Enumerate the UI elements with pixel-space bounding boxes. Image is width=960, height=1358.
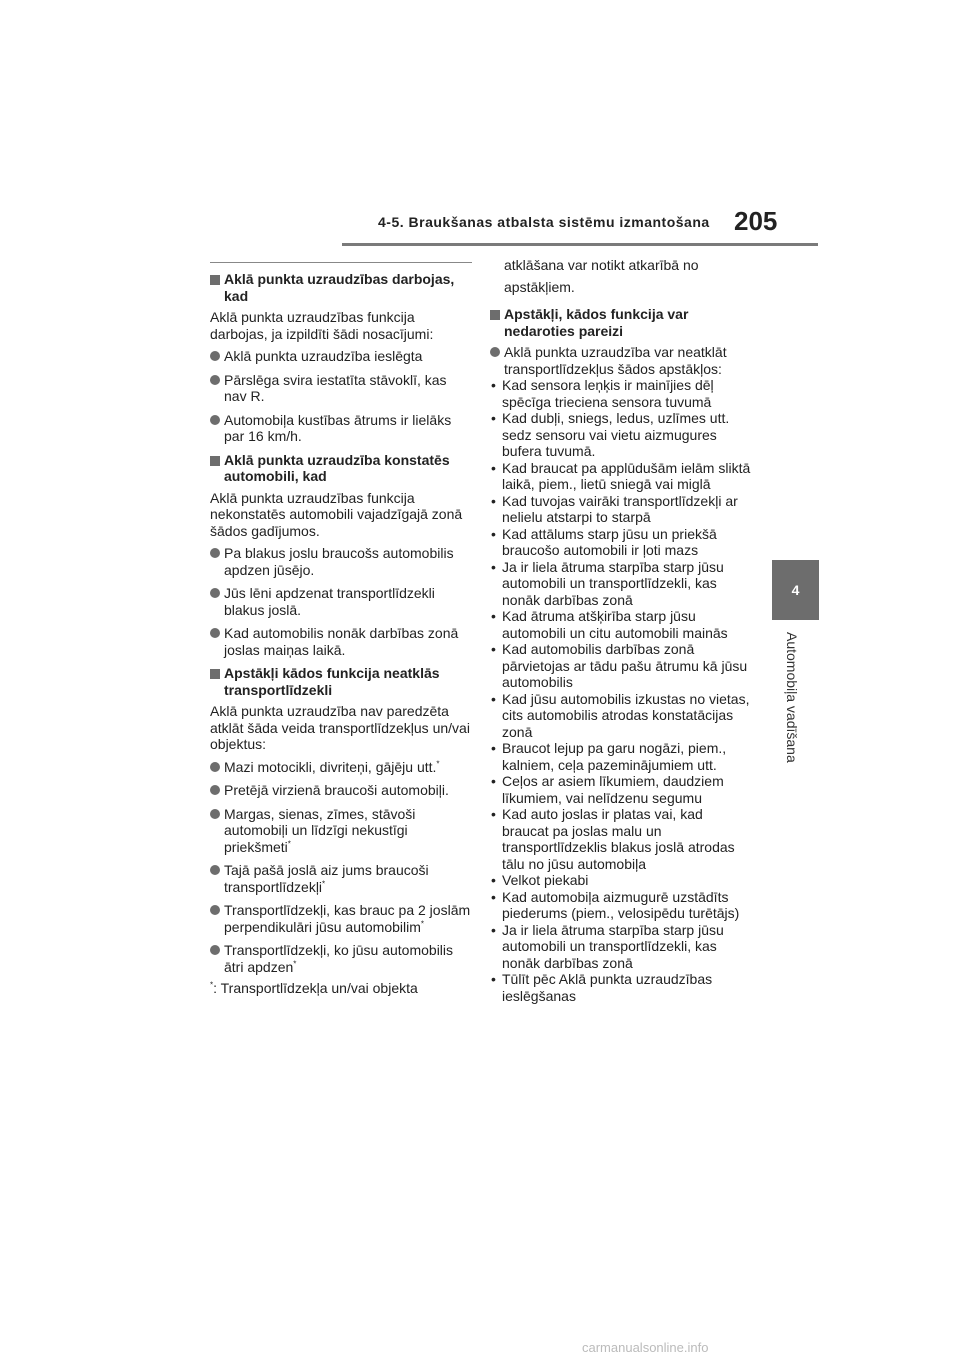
list-item: Transportlīdzekļi, ko jūsu automobilis ātri apdzen* xyxy=(210,942,472,975)
paragraph: Aklā punkta uzraudzības funkcija darbojas, ja izpildīti šādi nosacījumi: xyxy=(210,309,434,342)
dash-item: • Kad ātruma atšķirība starp jūsu automobili un citu automobili mainās xyxy=(490,608,752,641)
dash-item: • Kad dubļi, sniegs, ledus, uzlīmes utt. sedz sensoru vai vietu aizmugures bufera tuvumā. xyxy=(490,410,752,460)
footnote: *: Transportlīdzekļa un/vai objekta xyxy=(210,980,418,996)
section-divider xyxy=(210,262,472,263)
watermark-link[interactable]: carmanualsonline.info xyxy=(582,1340,709,1355)
dash-item: • Kad automobilis darbības zonā pārvietojas ar tādu pašu ātrumu kā jūsu automobilis xyxy=(490,641,752,691)
chapter-side-title: Automobiļa vadīšana xyxy=(784,632,800,763)
dash-item: • Ceļos ar asiem līkumiem, daudziem līkumiem, vai nelīdzenu segumu xyxy=(490,773,752,806)
paragraph-continued: atklāšana var notikt atkarībā no apstākļiem. xyxy=(504,257,699,295)
right-column xyxy=(490,254,752,1004)
header-rule xyxy=(342,243,818,246)
chapter-tab: 4 xyxy=(772,560,819,620)
list-item: Transportlīdzekļi, kas brauc pa 2 joslām perpendikulāri jūsu automobilim* xyxy=(210,902,472,935)
list-item: Margas, sienas, zīmes, stāvoši automobiļi un līdzīgi nekustīgi priekšmeti* xyxy=(210,806,472,856)
dash-item: • Kad attālums starp jūsu un priekšā braucošo automobili ir ļoti mazs xyxy=(490,526,752,559)
dash-item: • Velkot piekabi xyxy=(490,872,752,889)
dash-item: • Ja ir liela ātruma starpība starp jūsu automobili un transportlīdzekli, kas nonāk darbības zonā xyxy=(490,559,752,609)
page-number: 205 xyxy=(734,206,778,236)
list-item: Mazi motocikli, divriteņi, gājēju utt.* xyxy=(210,759,472,776)
section-heading: Apstākļi kādos funkcija neatklās transportlīdzekli xyxy=(210,665,472,698)
section-heading: Aklā punkta uzraudzības darbojas, kad xyxy=(210,271,472,304)
dash-item: • Kad tuvojas vairāki transportlīdzekļi ar nelielu atstarpi to starpā xyxy=(490,493,752,526)
list-item: Pārslēga svira iestatīta stāvoklī, kas nav R. xyxy=(210,372,472,405)
list-item: Jūs lēni apdzenat transportlīdzekli blakus joslā. xyxy=(210,585,472,618)
dash-item: • Kad sensora leņķis ir mainījies dēļ spēcīga trieciena sensora tuvumā xyxy=(490,377,752,410)
list-item: Pretējā virzienā braucoši automobiļi. xyxy=(210,782,472,799)
list-item: Automobiļa kustības ātrums ir lielāks par 16 km/h. xyxy=(210,412,472,445)
paragraph: Aklā punkta uzraudzības funkcija nekonstatēs automobili vajadzīgajā zonā šādos gadījumos. xyxy=(210,489,463,539)
dash-item: • Kad auto joslas ir platas vai, kad braucat pa joslas malu un transportlīdzeklis blakus joslā atrodas tālu no jūsu automobiļa xyxy=(490,806,752,872)
list-item: Tajā pašā joslā aiz jums braucoši transportlīdzekļi* xyxy=(210,862,472,895)
section-heading: Aklā punkta uzraudzība konstatēs automobili, kad xyxy=(210,452,472,485)
chapter-title: 4-5. Braukšanas atbalsta sistēmu izmantošana xyxy=(378,214,710,230)
dash-item: • Tūlīt pēc Aklā punkta uzraudzības ieslēgšanas xyxy=(490,971,752,1004)
dash-item: • Ja ir liela ātruma starpība starp jūsu automobili un transportlīdzekli, kas nonāk darbības zonā xyxy=(490,922,752,972)
list-item: Pa blakus joslu braucošs automobilis apdzen jūsējo. xyxy=(210,545,472,578)
list-item: Aklā punkta uzraudzība ieslēgta xyxy=(210,348,472,365)
paragraph: Aklā punkta uzraudzība nav paredzēta atklāt šāda veida transportlīdzekļus un/vai objektus: xyxy=(210,703,470,752)
dash-item: • Kad jūsu automobilis izkustas no vietas, cits automobilis atrodas konstatācijas zonā xyxy=(490,691,752,741)
dash-item: • Kad braucat pa applūdušām ielām sliktā laikā, piem., lietū sniegā vai miglā xyxy=(490,460,752,493)
dash-item: • Kad automobiļa aizmugurē uzstādīts piederums (piem., velosipēdu turētājs) xyxy=(490,889,752,922)
list-item: Kad automobilis nonāk darbības zonā joslas maiņas laikā. xyxy=(210,625,472,658)
dash-item: • Braucot lejup pa garu nogāzi, piem., kalniem, ceļa pazeminājumiem utt. xyxy=(490,740,752,773)
list-item: Aklā punkta uzraudzība var neatklāt transportlīdzekļus šādos apstākļos: xyxy=(490,344,752,377)
left-column xyxy=(210,262,472,997)
section-heading: Apstākļi, kādos funkcija var nedaroties pareizi xyxy=(490,306,752,339)
